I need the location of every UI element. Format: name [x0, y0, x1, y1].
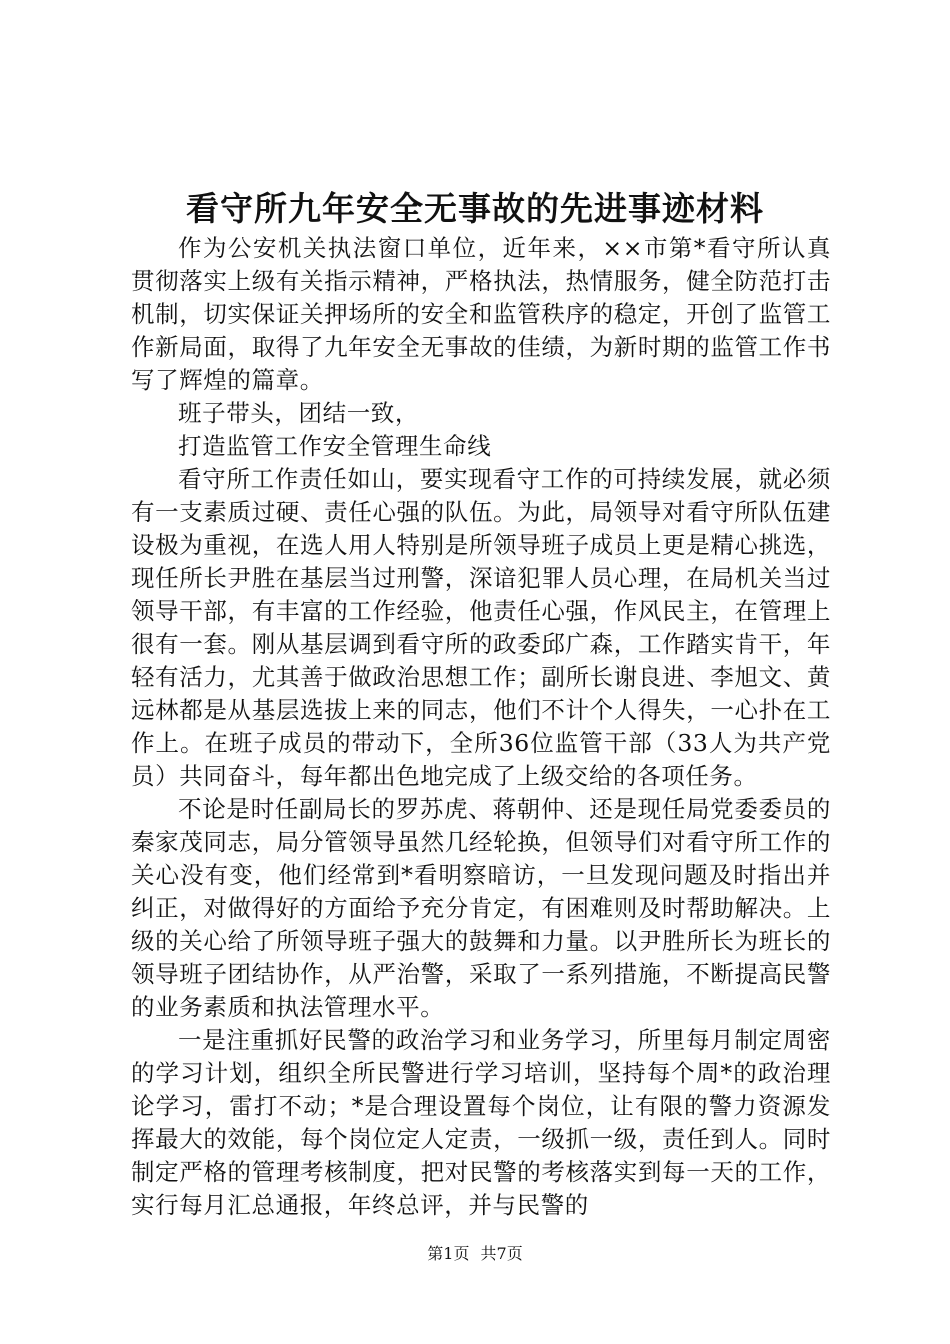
section-heading-line-1: 班子带头，团结一致， — [178, 399, 419, 427]
page-total: 共7页 — [480, 1244, 523, 1263]
section-heading-line-2: 打造监管工作安全管理生命线 — [178, 432, 492, 460]
paragraph-leadership: 不论是时任副局长的罗苏虎、蒋朝仲、还是现任局党委委员的秦家茂同志，局分管领导虽然几经轮换，但领导们对看守所工作的关心没有变，他们经常到*看明察暗访，一旦发现问题及时指出并纠正，对做得好的方面给予充分肯定，有困难则及时帮助解决。上级的关心给了所领导班子强大的鼓舞和力量。以尹胜所长为班长的领导班子团结协作，从严治警，采取了一系列措施，不断提高民警的业务素质和执法管理水平。 — [131, 795, 831, 1021]
document-body — [131, 232, 831, 1222]
paragraph-measures: 一是注重抓好民警的政治学习和业务学习，所里每月制定周密的学习计划，组织全所民警进行学习培训，坚持每个周*的政治理论学习，雷打不动；*是合理设置每个岗位，让有限的警力资源发挥最大的效能，每个岗位定人定责，一级抓一级，责任到人。同时制定严格的管理考核制度，把对民警的考核落实到每一天的工作，实行每月汇总通报，年终总评，并与民警的 — [131, 1026, 831, 1219]
page-number: 第1页 — [427, 1244, 470, 1263]
page-footer — [0, 1244, 950, 1264]
document-title: 看守所九年安全无事故的先进事迹材料 — [186, 189, 764, 228]
paragraph-team: 看守所工作责任如山，要实现看守工作的可持续发展，就必须有一支素质过硬、责任心强的队伍。为此，局领导对看守所队伍建设极为重视，在选人用人特别是所领导班子成员上更是精心挑选，现任所长尹胜在基层当过刑警，深谙犯罪人员心理，在局机关当过领导干部，有丰富的工作经验，他责任心强，作风民主，在管理上很有一套。刚从基层调到看守所的政委邱广森，工作踏实肯干，年轻有活力，尤其善于做政治思想工作；副所长谢良进、李旭文、黄远林都是从基层选拔上来的同志，他们不计个人得失，一心扑在工作上。在班子成员的带动下，全所36位监管干部（33人为共产党员）共同奋斗，每年都出色地完成了上级交给的各项任务。 — [131, 465, 831, 790]
paragraph-intro: 作为公安机关执法窗口单位，近年来，××市第*看守所认真贯彻落实上级有关指示精神，严格执法，热情服务，健全防范打击机制，切实保证关押场所的安全和监管秩序的稳定，开创了监管工作新局面，取得了九年安全无事故的佳绩，为新时期的监管工作书写了辉煌的篇章。 — [131, 234, 831, 394]
